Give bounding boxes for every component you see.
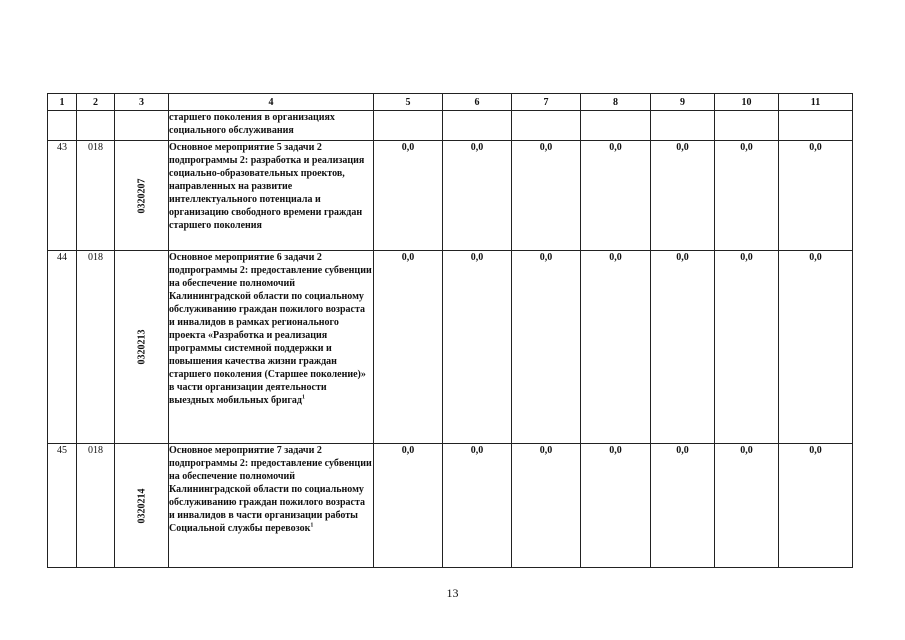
table-header-row xyxy=(48,94,853,111)
row-value: 0,0 xyxy=(651,444,715,568)
footnote-mark: 1 xyxy=(301,394,305,401)
row-description-cell xyxy=(169,444,374,568)
column-header: 5 xyxy=(374,94,443,111)
row-number: 45 xyxy=(48,444,77,568)
row-value: 0,0 xyxy=(443,141,512,251)
table-row xyxy=(48,251,853,444)
table-cell xyxy=(115,111,169,141)
row-value: 0,0 xyxy=(651,251,715,444)
row-number: 44 xyxy=(48,251,77,444)
row-kbk-cell xyxy=(115,251,169,444)
row-kbk-cell xyxy=(115,444,169,568)
row-description: старшего поколения в организациях социального обслуживания xyxy=(169,111,374,141)
table-cell xyxy=(651,111,715,141)
row-value: 0,0 xyxy=(715,141,779,251)
column-header: 9 xyxy=(651,94,715,111)
table-cell xyxy=(77,111,115,141)
column-header: 1 xyxy=(48,94,77,111)
row-kbk: 0320207 xyxy=(136,178,147,213)
row-value: 0,0 xyxy=(512,141,581,251)
table-cell xyxy=(48,111,77,141)
row-value: 0,0 xyxy=(581,251,651,444)
row-value: 0,0 xyxy=(374,251,443,444)
row-description: Основное мероприятие 5 задачи 2 подпрограммы 2: разработка и реализация социально-образовательных проектов, направленных на развитие интеллектуального потенциала и организацию свободного времени граждан старшего поколения xyxy=(169,142,365,231)
row-value: 0,0 xyxy=(581,141,651,251)
row-description-cell xyxy=(169,141,374,251)
row-value: 0,0 xyxy=(779,444,853,568)
row-description: Основное мероприятие 7 задачи 2 подпрограммы 2: предоставление субвенции на обеспечение полномочий Калининградской области по социальному обслуживанию граждан пожилого возраста и инвалидов в части организации работы Социальной службы перевозок xyxy=(169,445,372,534)
row-code: 018 xyxy=(77,444,115,568)
row-value: 0,0 xyxy=(779,141,853,251)
budget-table xyxy=(47,93,853,568)
table-cell xyxy=(374,111,443,141)
table-cell xyxy=(443,111,512,141)
row-description: Основное мероприятие 6 задачи 2 подпрограммы 2: предоставление субвенции на обеспечение полномочий Калининградской области по социальному обслуживанию граждан пожилого возраста и инвалидов в рамках регионального проекта «Разработка и реализация программы системной поддержки и повышения качества жизни граждан старшего поколения (Старшее поколение)» в части организации деятельности выездных мобильных бригад xyxy=(169,252,372,406)
column-header: 11 xyxy=(779,94,853,111)
row-number: 43 xyxy=(48,141,77,251)
row-kbk: 0320213 xyxy=(136,329,147,365)
column-header: 8 xyxy=(581,94,651,111)
page-number: 13 xyxy=(446,586,459,600)
row-value: 0,0 xyxy=(443,251,512,444)
row-kbk: 0320214 xyxy=(136,488,147,523)
column-header: 2 xyxy=(77,94,115,111)
table-cell xyxy=(779,111,853,141)
row-value: 0,0 xyxy=(512,251,581,444)
footnote-mark: 1 xyxy=(310,522,314,529)
table-cell xyxy=(512,111,581,141)
row-value: 0,0 xyxy=(715,444,779,568)
row-value: 0,0 xyxy=(374,444,443,568)
row-value: 0,0 xyxy=(779,251,853,444)
column-header: 4 xyxy=(169,94,374,111)
row-value: 0,0 xyxy=(512,444,581,568)
column-header: 3 xyxy=(115,94,169,111)
table-row xyxy=(48,141,853,251)
table-row xyxy=(48,444,853,568)
column-header: 10 xyxy=(715,94,779,111)
row-value: 0,0 xyxy=(651,141,715,251)
row-value: 0,0 xyxy=(374,141,443,251)
table-cell xyxy=(581,111,651,141)
row-value: 0,0 xyxy=(715,251,779,444)
row-code: 018 xyxy=(77,251,115,444)
column-header: 7 xyxy=(512,94,581,111)
row-kbk-cell xyxy=(115,141,169,251)
table-row-continuation xyxy=(48,111,853,141)
column-header: 6 xyxy=(443,94,512,111)
row-code: 018 xyxy=(77,141,115,251)
table-cell xyxy=(715,111,779,141)
row-value: 0,0 xyxy=(443,444,512,568)
row-value: 0,0 xyxy=(581,444,651,568)
row-description-cell xyxy=(169,251,374,444)
